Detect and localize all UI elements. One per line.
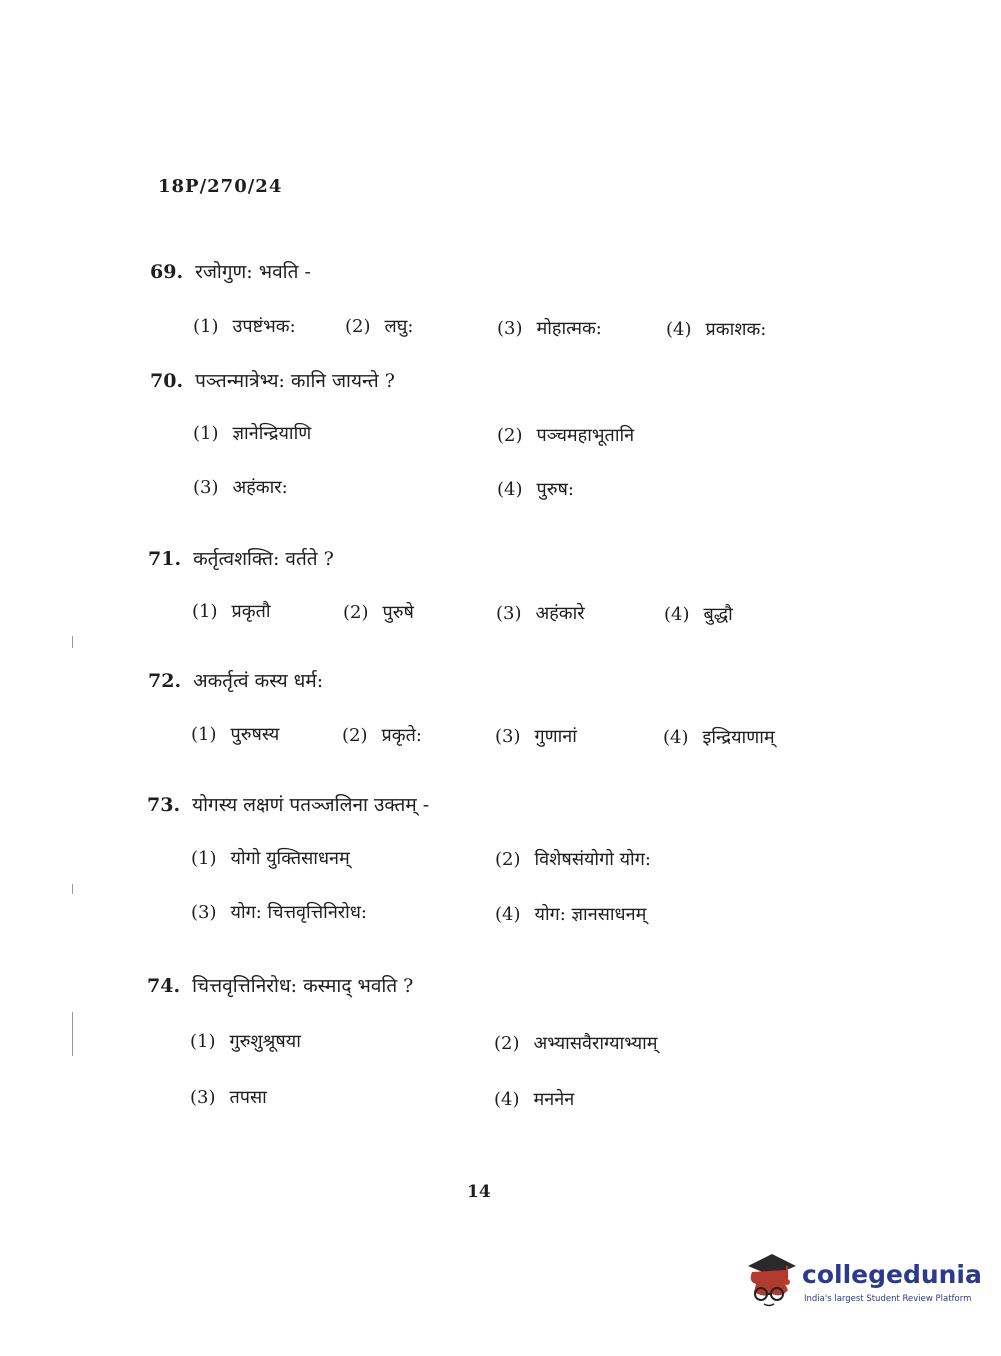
logo-name: collegedunia [802,1260,982,1289]
option-74-3: (3) तपसा [190,1087,267,1108]
question-72 [148,667,323,693]
question-71 [148,545,334,571]
option-74-2: (2) अभ्यासवैराग्याभ्याम् [494,1033,658,1054]
option-71-4: (4) बुद्धौ [664,604,733,625]
option-69-1: (1) उपष्टंभक: [193,316,296,337]
option-74-4: (4) मननेन [494,1089,575,1110]
question-number: 69. [150,261,184,283]
question-number: 71. [148,548,182,570]
option-69-4: (4) प्रकाशक: [666,319,767,340]
option-73-4: (4) योग: ज्ञानसाधनम् [495,904,647,925]
option-71-2: (2) पुरुषे [343,602,414,623]
option-73-3: (3) योग: चित्तवृत्तिनिरोध: [191,902,367,923]
option-69-3: (3) मोहात्मक: [497,318,602,339]
scan-mark [72,1012,73,1056]
option-70-3: (3) अहंकार: [193,477,288,498]
question-74 [147,972,413,998]
paper-code: 18P/270/24 [158,176,283,197]
page-number: 14 [467,1182,491,1202]
question-73 [147,791,429,817]
question-text: कर्तृत्वशक्ति: वर्तते ? [193,548,334,570]
option-69-2: (2) लघु: [345,316,414,337]
option-70-1: (1) ज्ञानेन्द्रियाणि [193,423,312,444]
question-70 [150,367,395,393]
question-number: 74. [147,975,181,997]
option-71-3: (3) अहंकारे [496,603,585,624]
question-number: 73. [147,794,181,816]
option-72-1: (1) पुरुषस्य [191,724,280,745]
option-72-2: (2) प्रकृते: [342,725,422,746]
option-70-4: (4) पुरुष: [497,479,574,500]
question-number: 72. [148,670,182,692]
collegedunia-logo [742,1252,982,1312]
scan-mark [72,884,73,894]
question-text: अकर्तृत्वं कस्य धर्म: [193,670,324,692]
scan-mark [72,636,73,648]
option-74-1: (1) गुरुशुश्रूषया [190,1031,301,1052]
option-73-1: (1) योगो युक्तिसाधनम् [191,848,350,869]
option-70-2: (2) पञ्चमहाभूतानि [497,425,635,446]
mascot-icon [742,1252,800,1312]
question-text: चित्तवृत्तिनिरोध: कस्माद् भवति ? [192,975,414,997]
option-73-2: (2) विशेषसंयोगो योग: [495,849,651,870]
option-71-1: (1) प्रकृतौ [192,601,271,622]
option-72-4: (4) इन्द्रियाणाम् [663,727,775,748]
question-text: योगस्य लक्षणं पतञ्जलिना उक्तम् - [192,794,430,816]
question-69 [150,258,311,284]
option-72-3: (3) गुणानां [495,726,577,747]
question-text: पञ्तन्मात्रेभ्य: कानि जायन्ते ? [195,370,395,392]
question-text: रजोगुण: भवति - [195,261,311,283]
question-number: 70. [150,370,184,392]
logo-tagline: India's largest Student Review Platform [804,1294,972,1304]
